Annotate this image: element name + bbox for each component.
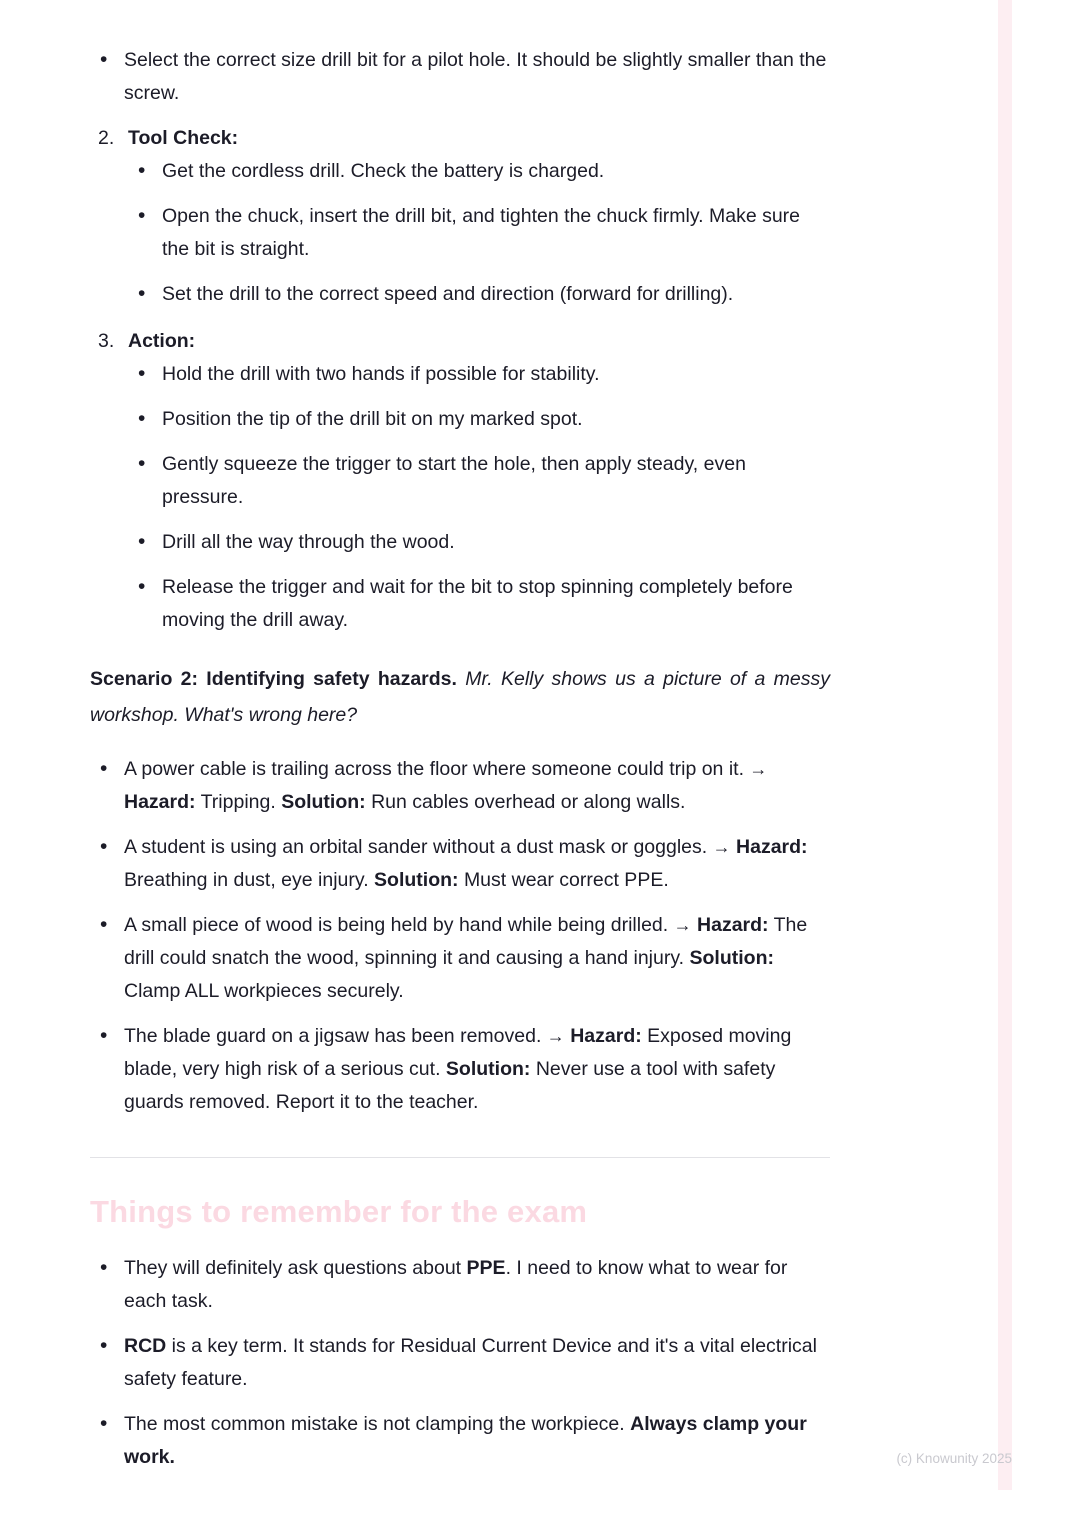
- step-sub-list: [128, 358, 830, 637]
- point-text-bold: PPE: [466, 1256, 506, 1279]
- hazard-label: Hazard:: [124, 790, 196, 813]
- point-text-post: is a key term. It stands for Residual Current Device and it's a vital electrical safety feature.: [124, 1334, 817, 1390]
- solution-text: Run cables overhead or along walls.: [371, 790, 686, 813]
- point-text-pre: The most common mistake is not clamping the workpiece.: [124, 1412, 631, 1435]
- list-item: • Set the drill to the correct speed and direction (forward for drilling).: [128, 278, 830, 311]
- page-edge-strip: [998, 0, 1012, 1490]
- solution-label: Solution:: [445, 1057, 531, 1080]
- step-sub-list: [128, 155, 830, 311]
- arrow-icon: →: [546, 1025, 565, 1046]
- hazard-text: The drill could snatch the wood, spinning it and causing a hand injury.: [124, 913, 808, 969]
- list-item: [90, 1020, 830, 1119]
- point-text-bold: Always clamp your work.: [124, 1412, 807, 1468]
- list-item: • Open the chuck, insert the drill bit, and tighten the chuck firmly. Make sure the bit is straight.: [128, 200, 830, 266]
- hazard-text: Exposed moving blade, very high risk of a serious cut.: [124, 1024, 792, 1080]
- continued-bullet-list: [90, 44, 830, 110]
- arrow-icon: →: [749, 758, 768, 779]
- scenario-prompt: Mr. Kelly shows us a picture of a messy workshop. What's wrong here?: [90, 668, 830, 726]
- hazard-situation: A power cable is trailing across the floor where someone could trip on it.: [124, 757, 744, 780]
- list-item: [90, 1408, 830, 1474]
- scenario-paragraph: [90, 661, 830, 733]
- step-number: 2.: [98, 127, 115, 149]
- section-divider: [90, 1157, 830, 1158]
- point-text-pre: They will definitely ask questions about: [124, 1256, 467, 1279]
- solution-label: Solution:: [281, 790, 366, 813]
- solution-label: Solution:: [374, 868, 459, 891]
- numbered-steps: [90, 122, 830, 637]
- hazard-text: Tripping.: [200, 790, 276, 813]
- hazard-situation: The blade guard on a jigsaw has been removed.: [124, 1024, 542, 1047]
- hazard-label: Hazard:: [570, 1024, 642, 1047]
- step-tool-check: [90, 122, 830, 311]
- point-text-bold: RCD: [124, 1334, 167, 1357]
- hazard-list: [90, 753, 830, 1119]
- solution-text: Never use a tool with safety guards removed. Report it to the teacher.: [124, 1057, 776, 1113]
- arrow-icon: →: [712, 836, 731, 857]
- solution-text: Must wear correct PPE.: [463, 868, 669, 891]
- exam-points-list: [90, 1252, 830, 1474]
- list-item: [90, 831, 830, 897]
- hazard-label: Hazard:: [697, 913, 769, 936]
- hazard-text: Breathing in dust, eye injury.: [124, 868, 369, 891]
- step-heading: Action:: [128, 330, 196, 352]
- list-item: [90, 1330, 830, 1396]
- list-item: [90, 909, 830, 1008]
- document-content: [90, 44, 830, 1486]
- step-action: [90, 325, 830, 637]
- arrow-icon: →: [673, 914, 692, 935]
- list-item: • Release the trigger and wait for the bit to stop spinning completely before moving the drill away.: [128, 571, 830, 637]
- solution-label: Solution:: [689, 946, 774, 969]
- step-number: 3.: [98, 330, 115, 352]
- step-heading: Tool Check:: [128, 127, 239, 149]
- list-item: • Get the cordless drill. Check the battery is charged.: [128, 155, 830, 188]
- list-item: [90, 1252, 830, 1318]
- list-item: • Hold the drill with two hands if possible for stability.: [128, 358, 830, 391]
- hazard-situation: A small piece of wood is being held by hand while being drilled.: [124, 913, 669, 936]
- list-item: • Drill all the way through the wood.: [128, 526, 830, 559]
- hazard-label: Hazard:: [736, 835, 808, 858]
- page-title: Things to remember for the exam: [90, 1193, 588, 1229]
- copyright-watermark: (c) Knowunity 2025: [896, 1451, 1012, 1466]
- scenario-label: Scenario 2: Identifying safety hazards.: [90, 668, 457, 690]
- hazard-situation: A student is using an orbital sander without a dust mask or goggles.: [124, 835, 708, 858]
- solution-text: Clamp ALL workpieces securely.: [124, 979, 404, 1002]
- list-item: • Select the correct size drill bit for a pilot hole. It should be slightly smaller than the screw.: [90, 44, 830, 110]
- list-item: • Position the tip of the drill bit on my marked spot.: [128, 403, 830, 436]
- list-item: • Gently squeeze the trigger to start the hole, then apply steady, even pressure.: [128, 448, 830, 514]
- list-item: [90, 753, 830, 819]
- point-text-post: . I need to know what to wear for each task.: [124, 1256, 788, 1312]
